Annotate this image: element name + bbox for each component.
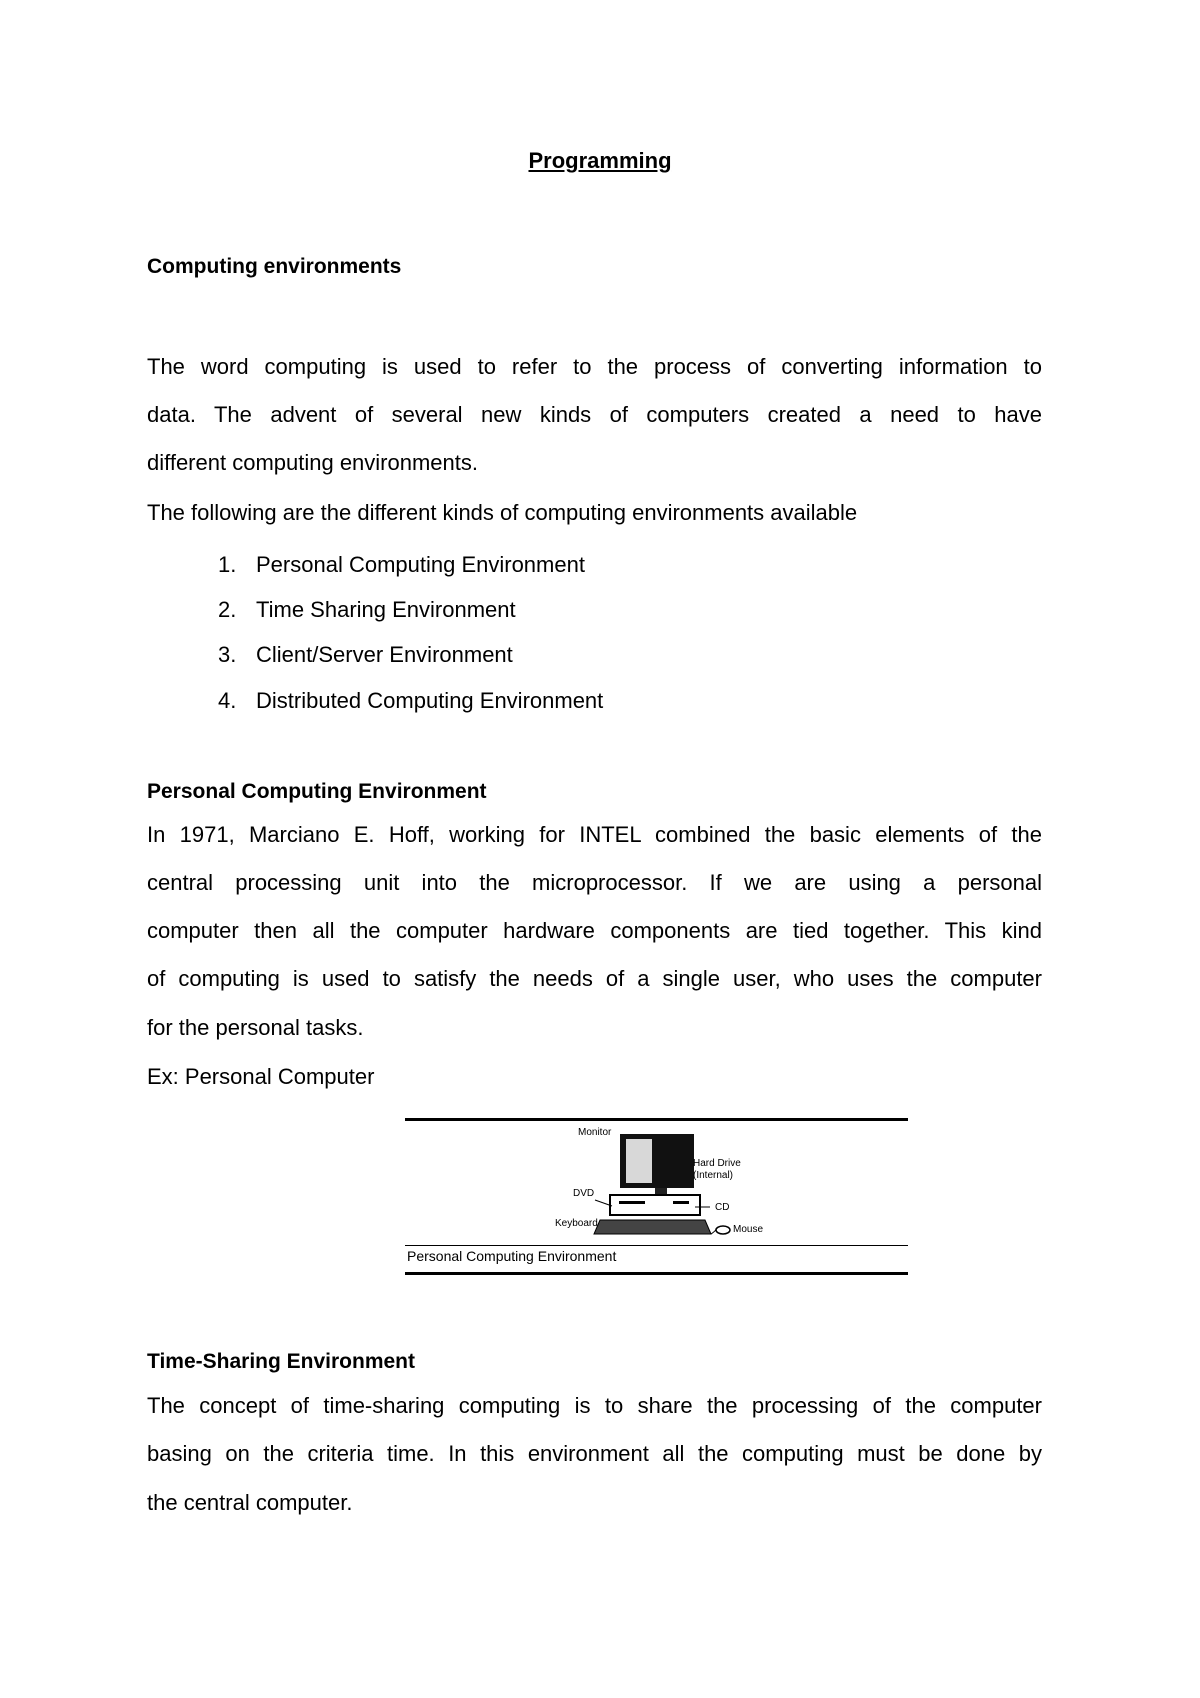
list-intro: The following are the different kinds of computing environments available [147, 500, 858, 525]
figure-top-rule [405, 1118, 908, 1121]
list-number: 2. [218, 597, 237, 622]
list-text: Time Sharing Environment [256, 597, 516, 622]
list-number: 3. [218, 642, 237, 667]
paragraph-line: computer then all the computer hardware components are tied together. This kind [147, 918, 1042, 943]
figure-caption-rule [405, 1245, 908, 1246]
list-item [218, 552, 585, 578]
label-dvd: DVD [573, 1188, 595, 1199]
heading-time-sharing: Time-Sharing Environment [147, 1350, 415, 1373]
paragraph-line: for the personal tasks. [147, 1015, 364, 1040]
paragraph-line: central processing unit into the microprocessor. If we are using a personal [147, 870, 1042, 895]
example-line: Ex: Personal Computer [147, 1064, 375, 1089]
list-number: 4. [218, 688, 237, 713]
label-hard-drive: Hard Drive [693, 1158, 741, 1169]
paragraph-line: the central computer. [147, 1490, 353, 1515]
label-cd: CD [715, 1202, 730, 1213]
list-item [218, 642, 513, 668]
paragraph-line: The concept of time-sharing computing is to share the processing of the computer [147, 1393, 1042, 1418]
list-text: Distributed Computing Environment [256, 688, 604, 713]
keyboard-icon [594, 1220, 711, 1234]
label-monitor: Monitor [578, 1127, 612, 1138]
label-keyboard: Keyboard [555, 1218, 598, 1229]
page-title: Programming [528, 148, 672, 173]
computer-illustration [405, 1122, 908, 1247]
dvd-drive-slot [619, 1201, 645, 1204]
paragraph-line: In 1971, Marciano E. Hoff, working for INTEL combined the basic elements of the [147, 822, 1042, 847]
paragraph-line: different computing environments. [147, 450, 478, 475]
heading-computing-environments: Computing environments [147, 255, 402, 278]
figure-caption: Personal Computing Environment [407, 1248, 617, 1264]
label-internal: (Internal) [693, 1170, 734, 1181]
system-unit-icon [610, 1195, 700, 1215]
monitor-screen-glare [626, 1139, 652, 1183]
list-item [218, 597, 516, 623]
monitor-stand [655, 1188, 667, 1194]
list-number: 1. [218, 552, 237, 577]
paragraph-line: basing on the criteria time. In this environment all the computing must be done by [147, 1441, 1042, 1466]
list-text: Client/Server Environment [256, 642, 513, 667]
cd-drive-slot [673, 1201, 689, 1204]
paragraph-line: data. The advent of several new kinds of computers created a need to have [147, 402, 1042, 427]
personal-computer-figure [405, 1118, 908, 1276]
mouse-cable [711, 1228, 716, 1234]
mouse-icon [716, 1226, 730, 1234]
label-mouse: Mouse [733, 1224, 764, 1235]
list-item [218, 688, 603, 714]
paragraph-line: of computing is used to satisfy the needs of a single user, who uses the computer [147, 966, 1042, 991]
figure-bottom-rule [405, 1272, 908, 1275]
heading-personal-computing: Personal Computing Environment [147, 780, 487, 803]
list-text: Personal Computing Environment [256, 552, 585, 577]
paragraph-line: The word computing is used to refer to the process of converting information to [147, 354, 1042, 379]
